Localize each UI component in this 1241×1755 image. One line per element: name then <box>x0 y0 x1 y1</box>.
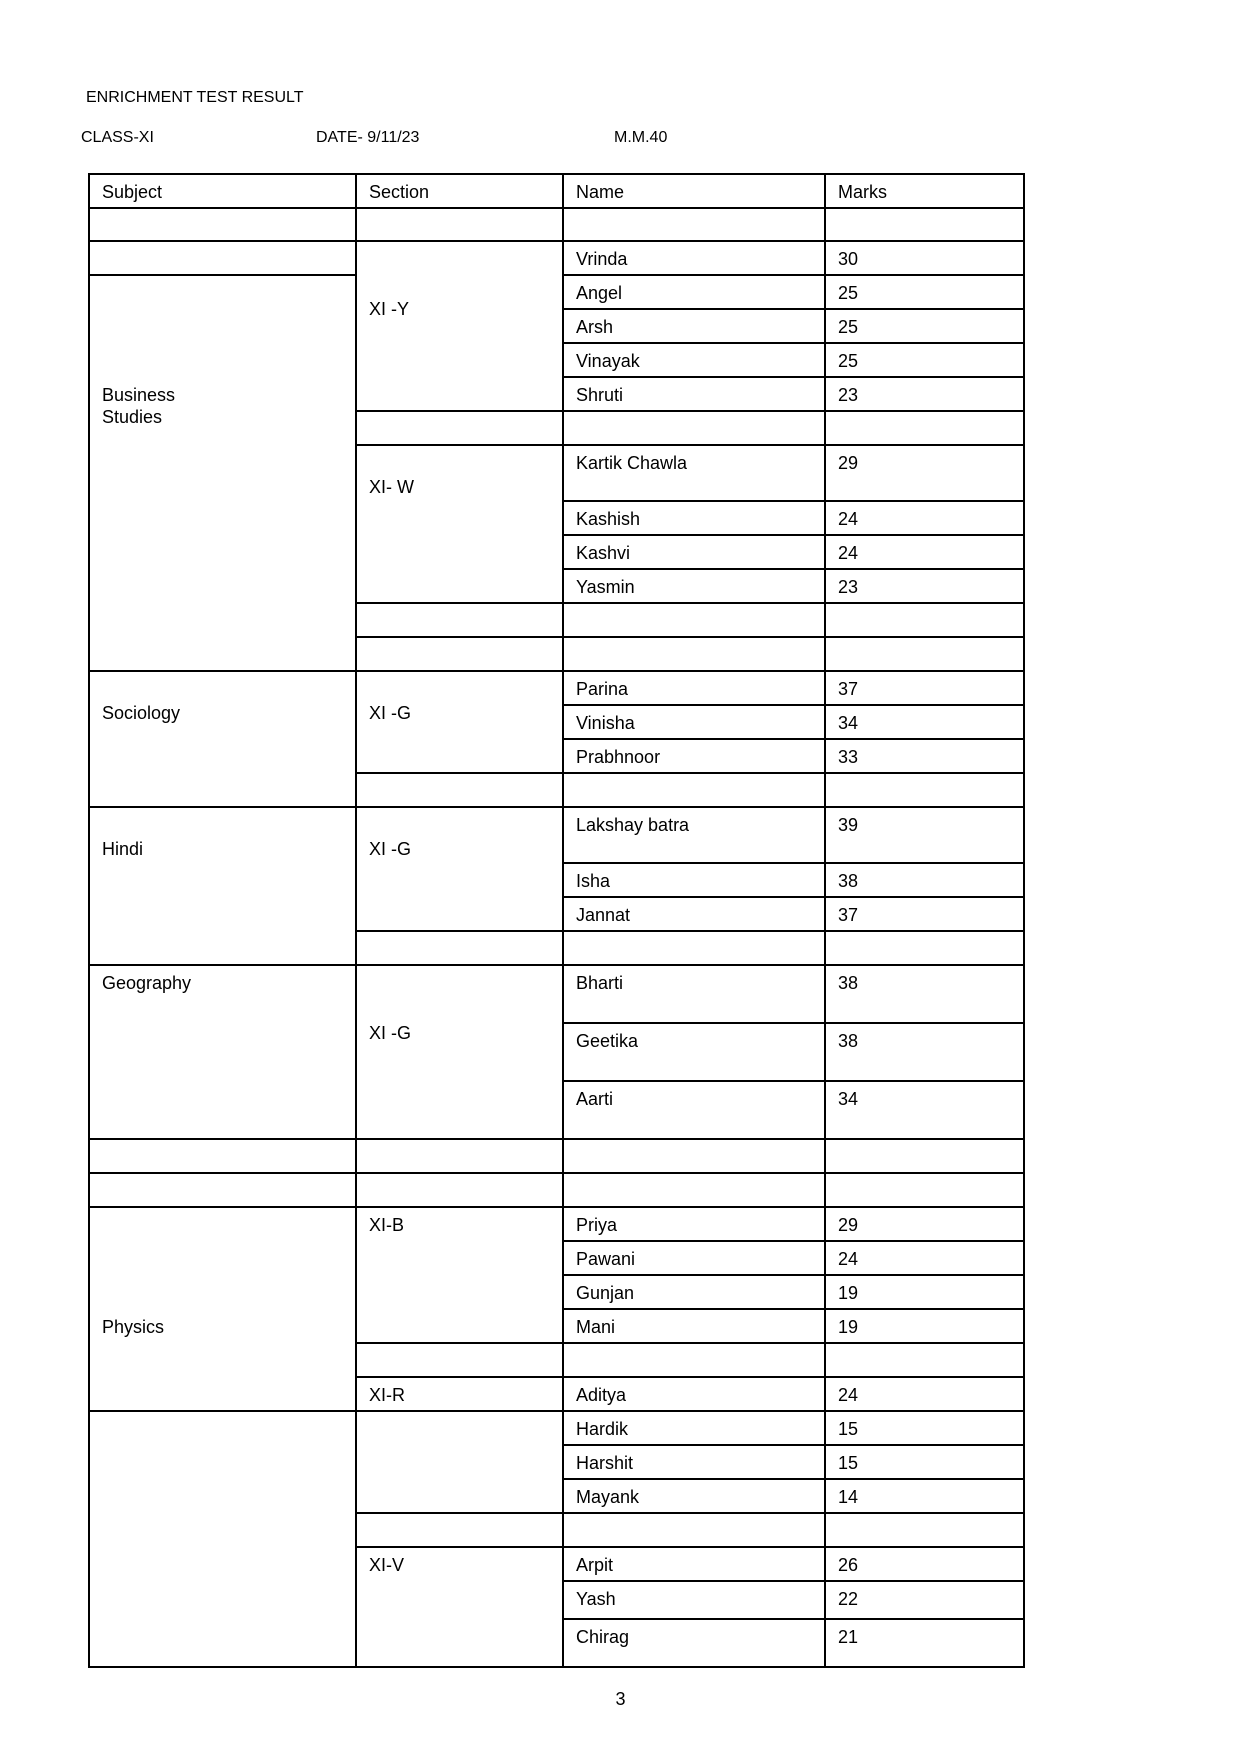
table-row <box>89 807 1024 863</box>
column-header-marks: Marks <box>825 174 1024 208</box>
student-name: Parina <box>563 671 825 705</box>
student-name: Arsh <box>563 309 825 343</box>
student-marks: 25 <box>825 343 1024 377</box>
empty-row <box>89 1173 1024 1207</box>
student-marks: 33 <box>825 739 1024 773</box>
student-marks: 38 <box>825 863 1024 897</box>
student-marks: 23 <box>825 569 1024 603</box>
subject-cell: Hindi <box>89 807 356 965</box>
student-name: Pawani <box>563 1241 825 1275</box>
subject-cell: Physics <box>89 1207 356 1411</box>
student-marks: 24 <box>825 501 1024 535</box>
section-cell: XI -Y <box>356 241 563 411</box>
student-marks: 22 <box>825 1581 1024 1619</box>
student-name: Kashvi <box>563 535 825 569</box>
table-row <box>89 1411 1024 1445</box>
student-marks: 34 <box>825 705 1024 739</box>
student-name: Geetika <box>563 1023 825 1081</box>
student-name: Vinisha <box>563 705 825 739</box>
student-name: Kartik Chawla <box>563 445 825 501</box>
student-name: Shruti <box>563 377 825 411</box>
student-marks: 37 <box>825 897 1024 931</box>
page-number: 3 <box>615 1689 626 1709</box>
student-marks: 23 <box>825 377 1024 411</box>
student-marks: 38 <box>825 965 1024 1023</box>
student-marks: 34 <box>825 1081 1024 1139</box>
student-name: Harshit <box>563 1445 825 1479</box>
student-marks: 38 <box>825 1023 1024 1081</box>
student-name: Jannat <box>563 897 825 931</box>
student-name: Aditya <box>563 1377 825 1411</box>
table-row <box>89 671 1024 705</box>
section-cell: XI-B <box>356 1207 563 1343</box>
student-name: Hardik <box>563 1411 825 1445</box>
student-name: Yash <box>563 1581 825 1619</box>
student-marks: 15 <box>825 1411 1024 1445</box>
section-cell: XI -G <box>356 671 563 773</box>
empty-cell <box>356 1411 563 1513</box>
empty-row <box>89 208 1024 241</box>
subject-cell: Sociology <box>89 671 356 807</box>
section-cell: XI-R <box>356 1377 563 1411</box>
table-header-row <box>89 174 1024 208</box>
empty-cell <box>89 1411 356 1667</box>
column-header-name: Name <box>563 174 825 208</box>
student-name: Priya <box>563 1207 825 1241</box>
student-name: Arpit <box>563 1547 825 1581</box>
student-name: Mayank <box>563 1479 825 1513</box>
section-cell: XI- W <box>356 445 563 603</box>
student-marks: 39 <box>825 807 1024 863</box>
date-label: DATE- 9/11/23 <box>316 129 420 146</box>
section-cell: XI -G <box>356 965 563 1139</box>
student-name: Chirag <box>563 1619 825 1667</box>
student-name: Vrinda <box>563 241 825 275</box>
student-marks: 30 <box>825 241 1024 275</box>
student-name: Vinayak <box>563 343 825 377</box>
student-name: Isha <box>563 863 825 897</box>
student-name: Kashish <box>563 501 825 535</box>
class-label: CLASS-XI <box>81 129 154 146</box>
student-marks: 24 <box>825 1241 1024 1275</box>
student-marks: 19 <box>825 1275 1024 1309</box>
student-marks: 14 <box>825 1479 1024 1513</box>
student-name: Aarti <box>563 1081 825 1139</box>
student-marks: 21 <box>825 1619 1024 1667</box>
student-name: Angel <box>563 275 825 309</box>
subject-cell: Business Studies <box>89 275 356 671</box>
column-header-section: Section <box>356 174 563 208</box>
student-name: Gunjan <box>563 1275 825 1309</box>
student-name: Prabhnoor <box>563 739 825 773</box>
student-name: Yasmin <box>563 569 825 603</box>
empty-row <box>89 1139 1024 1173</box>
student-marks: 19 <box>825 1309 1024 1343</box>
student-marks: 15 <box>825 1445 1024 1479</box>
table-row <box>89 1207 1024 1241</box>
document-title: ENRICHMENT TEST RESULT <box>86 89 304 106</box>
student-marks: 29 <box>825 445 1024 501</box>
student-marks: 37 <box>825 671 1024 705</box>
student-marks: 29 <box>825 1207 1024 1241</box>
student-marks: 24 <box>825 1377 1024 1411</box>
results-table <box>88 173 1025 1668</box>
student-name: Bharti <box>563 965 825 1023</box>
section-cell: XI -G <box>356 807 563 931</box>
student-name: Mani <box>563 1309 825 1343</box>
table-row <box>89 965 1024 1023</box>
student-marks: 26 <box>825 1547 1024 1581</box>
student-marks: 25 <box>825 309 1024 343</box>
student-name: Lakshay batra <box>563 807 825 863</box>
subject-cell: Geography <box>89 965 356 1139</box>
column-header-subject: Subject <box>89 174 356 208</box>
section-cell: XI-V <box>356 1547 563 1667</box>
empty-cell <box>89 241 356 275</box>
table-row <box>89 241 1024 275</box>
student-marks: 24 <box>825 535 1024 569</box>
max-marks-label: M.M.40 <box>614 129 668 146</box>
student-marks: 25 <box>825 275 1024 309</box>
